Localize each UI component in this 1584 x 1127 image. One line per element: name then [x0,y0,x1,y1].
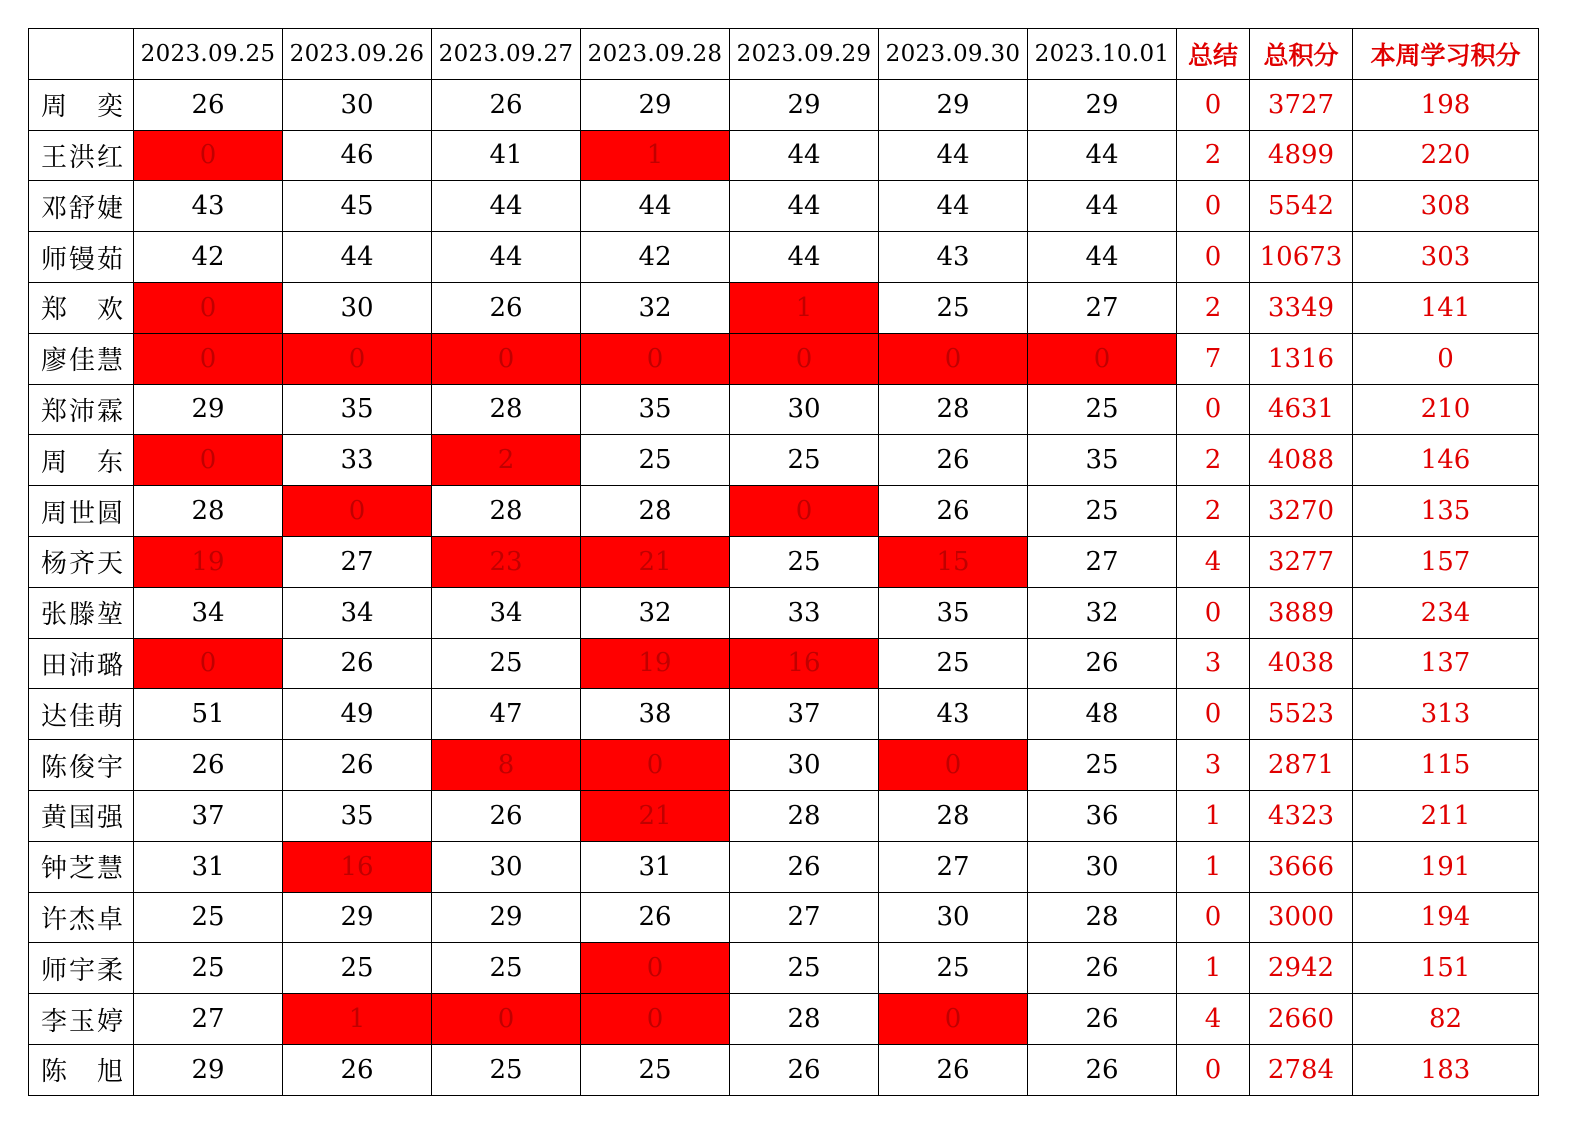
person-name: 师宇柔 [29,943,134,994]
daily-points-cell: 44 [432,181,581,232]
table-row [29,384,1539,435]
summary-cell: 2 [1177,435,1250,486]
daily-points-cell: 1 [581,130,730,181]
daily-points-cell: 0 [432,994,581,1045]
total-points-header: 总积分 [1250,29,1353,80]
total-points-cell: 4038 [1250,638,1353,689]
daily-points-cell: 0 [581,740,730,791]
person-name: 师镘茹 [29,232,134,283]
daily-points-cell: 26 [134,740,283,791]
total-points-cell: 5542 [1250,181,1353,232]
daily-points-cell: 35 [1028,435,1177,486]
total-points-cell: 3889 [1250,587,1353,638]
daily-points-cell: 0 [134,333,283,384]
date-header: 2023.09.28 [581,29,730,80]
daily-points-cell: 29 [283,892,432,943]
total-points-cell: 4323 [1250,790,1353,841]
total-points-cell: 1316 [1250,333,1353,384]
daily-points-cell: 42 [581,232,730,283]
daily-points-cell: 25 [283,943,432,994]
points-table [28,28,1539,1096]
daily-points-cell: 0 [879,994,1028,1045]
daily-points-cell: 1 [283,994,432,1045]
daily-points-cell: 19 [134,536,283,587]
daily-points-cell: 30 [283,282,432,333]
daily-points-cell: 26 [730,1044,879,1095]
daily-points-cell: 51 [134,689,283,740]
daily-points-cell: 0 [134,435,283,486]
daily-points-cell: 1 [730,282,879,333]
daily-points-cell: 25 [581,1044,730,1095]
daily-points-cell: 25 [879,943,1028,994]
daily-points-cell: 44 [730,232,879,283]
table-row [29,790,1539,841]
summary-cell: 0 [1177,181,1250,232]
daily-points-cell: 28 [730,790,879,841]
daily-points-cell: 30 [1028,841,1177,892]
total-points-cell: 3727 [1250,79,1353,130]
daily-points-cell: 44 [730,181,879,232]
weekly-points-cell: 303 [1353,232,1539,283]
daily-points-cell: 36 [1028,790,1177,841]
daily-points-cell: 26 [879,435,1028,486]
summary-cell: 2 [1177,282,1250,333]
daily-points-cell: 44 [1028,232,1177,283]
daily-points-cell: 0 [134,130,283,181]
daily-points-cell: 35 [879,587,1028,638]
daily-points-cell: 25 [581,435,730,486]
summary-header: 总结 [1177,29,1250,80]
daily-points-cell: 32 [581,587,730,638]
weekly-points-cell: 151 [1353,943,1539,994]
date-header: 2023.09.30 [879,29,1028,80]
person-name: 郑 欢 [29,282,134,333]
weekly-points-cell: 313 [1353,689,1539,740]
daily-points-cell: 0 [581,333,730,384]
daily-points-cell: 29 [134,1044,283,1095]
daily-points-cell: 26 [1028,943,1177,994]
table-row [29,181,1539,232]
total-points-cell: 4631 [1250,384,1353,435]
daily-points-cell: 43 [134,181,283,232]
total-points-cell: 5523 [1250,689,1353,740]
weekly-points-cell: 82 [1353,994,1539,1045]
summary-cell: 0 [1177,79,1250,130]
daily-points-cell: 38 [581,689,730,740]
daily-points-cell: 29 [879,79,1028,130]
daily-points-cell: 44 [1028,181,1177,232]
weekly-points-cell: 211 [1353,790,1539,841]
daily-points-cell: 28 [879,790,1028,841]
daily-points-cell: 2 [432,435,581,486]
person-name: 黄国强 [29,790,134,841]
summary-cell: 0 [1177,892,1250,943]
summary-cell: 0 [1177,1044,1250,1095]
weekly-points-cell: 194 [1353,892,1539,943]
daily-points-cell: 32 [1028,587,1177,638]
daily-points-cell: 30 [283,79,432,130]
person-name: 陈 旭 [29,1044,134,1095]
total-points-cell: 3270 [1250,486,1353,537]
daily-points-cell: 27 [1028,536,1177,587]
daily-points-cell: 0 [730,333,879,384]
daily-points-cell: 44 [283,232,432,283]
table-row [29,130,1539,181]
weekly-points-cell: 183 [1353,1044,1539,1095]
daily-points-cell: 30 [730,740,879,791]
daily-points-cell: 16 [730,638,879,689]
daily-points-cell: 25 [1028,740,1177,791]
total-points-cell: 4899 [1250,130,1353,181]
daily-points-cell: 29 [432,892,581,943]
summary-cell: 0 [1177,384,1250,435]
daily-points-cell: 26 [432,282,581,333]
table-row [29,79,1539,130]
daily-points-cell: 32 [581,282,730,333]
daily-points-cell: 21 [581,536,730,587]
daily-points-cell: 44 [581,181,730,232]
daily-points-cell: 29 [134,384,283,435]
header-row [29,29,1539,80]
daily-points-cell: 28 [730,994,879,1045]
daily-points-cell: 21 [581,790,730,841]
daily-points-cell: 26 [283,1044,432,1095]
daily-points-cell: 0 [581,994,730,1045]
total-points-cell: 10673 [1250,232,1353,283]
person-name: 王洪红 [29,130,134,181]
daily-points-cell: 29 [581,79,730,130]
daily-points-cell: 0 [879,333,1028,384]
daily-points-cell: 35 [283,790,432,841]
daily-points-cell: 25 [1028,486,1177,537]
summary-cell: 0 [1177,689,1250,740]
table-row [29,689,1539,740]
daily-points-cell: 0 [879,740,1028,791]
daily-points-cell: 25 [730,943,879,994]
daily-points-cell: 25 [730,536,879,587]
daily-points-cell: 0 [283,333,432,384]
person-name: 张滕堃 [29,587,134,638]
daily-points-cell: 25 [432,943,581,994]
person-name: 杨齐天 [29,536,134,587]
summary-cell: 1 [1177,943,1250,994]
person-name: 邓舒婕 [29,181,134,232]
total-points-cell: 2942 [1250,943,1353,994]
total-points-cell: 3277 [1250,536,1353,587]
daily-points-cell: 26 [1028,1044,1177,1095]
daily-points-cell: 25 [879,282,1028,333]
daily-points-cell: 0 [134,638,283,689]
table-row [29,435,1539,486]
daily-points-cell: 44 [879,181,1028,232]
daily-points-cell: 28 [879,384,1028,435]
daily-points-cell: 34 [432,587,581,638]
total-points-cell: 3000 [1250,892,1353,943]
daily-points-cell: 44 [1028,130,1177,181]
person-name: 周 东 [29,435,134,486]
weekly-points-cell: 141 [1353,282,1539,333]
table-row [29,232,1539,283]
person-name: 郑沛霖 [29,384,134,435]
table-row [29,740,1539,791]
daily-points-cell: 26 [283,740,432,791]
weekly-points-cell: 191 [1353,841,1539,892]
table-row [29,892,1539,943]
table-row [29,333,1539,384]
daily-points-cell: 27 [1028,282,1177,333]
daily-points-cell: 33 [283,435,432,486]
person-name: 陈俊宇 [29,740,134,791]
daily-points-cell: 48 [1028,689,1177,740]
daily-points-cell: 44 [879,130,1028,181]
daily-points-cell: 30 [879,892,1028,943]
daily-points-cell: 45 [283,181,432,232]
daily-points-cell: 28 [432,486,581,537]
table-row [29,638,1539,689]
daily-points-cell: 43 [879,232,1028,283]
summary-cell: 3 [1177,740,1250,791]
daily-points-cell: 26 [283,638,432,689]
daily-points-cell: 0 [432,333,581,384]
weekly-points-cell: 157 [1353,536,1539,587]
person-name: 钟芝慧 [29,841,134,892]
total-points-cell: 4088 [1250,435,1353,486]
weekly-points-cell: 210 [1353,384,1539,435]
daily-points-cell: 26 [1028,638,1177,689]
table-row [29,994,1539,1045]
daily-points-cell: 26 [879,1044,1028,1095]
date-header: 2023.09.25 [134,29,283,80]
weekly-points-cell: 137 [1353,638,1539,689]
daily-points-cell: 25 [730,435,879,486]
daily-points-cell: 35 [283,384,432,435]
daily-points-cell: 27 [134,994,283,1045]
table-row [29,282,1539,333]
weekly-points-cell: 308 [1353,181,1539,232]
daily-points-cell: 25 [432,1044,581,1095]
daily-points-cell: 37 [730,689,879,740]
summary-cell: 2 [1177,486,1250,537]
person-name: 田沛璐 [29,638,134,689]
weekly-points-cell: 220 [1353,130,1539,181]
summary-cell: 0 [1177,232,1250,283]
daily-points-cell: 25 [432,638,581,689]
daily-points-cell: 26 [879,486,1028,537]
daily-points-cell: 25 [879,638,1028,689]
daily-points-cell: 34 [283,587,432,638]
daily-points-cell: 41 [432,130,581,181]
weekly-points-cell: 115 [1353,740,1539,791]
daily-points-cell: 28 [1028,892,1177,943]
table-row [29,587,1539,638]
summary-cell: 0 [1177,587,1250,638]
summary-cell: 1 [1177,841,1250,892]
date-header: 2023.10.01 [1028,29,1177,80]
daily-points-cell: 23 [432,536,581,587]
weekly-points-cell: 234 [1353,587,1539,638]
daily-points-cell: 27 [283,536,432,587]
table-body [29,79,1539,1095]
person-name: 李玉婷 [29,994,134,1045]
daily-points-cell: 27 [730,892,879,943]
total-points-cell: 2660 [1250,994,1353,1045]
daily-points-cell: 31 [134,841,283,892]
daily-points-cell: 42 [134,232,283,283]
daily-points-cell: 0 [1028,333,1177,384]
total-points-cell: 2784 [1250,1044,1353,1095]
daily-points-cell: 34 [134,587,283,638]
daily-points-cell: 26 [1028,994,1177,1045]
daily-points-cell: 15 [879,536,1028,587]
daily-points-cell: 25 [134,943,283,994]
daily-points-cell: 16 [283,841,432,892]
daily-points-cell: 0 [283,486,432,537]
daily-points-cell: 31 [581,841,730,892]
daily-points-cell: 19 [581,638,730,689]
daily-points-cell: 43 [879,689,1028,740]
person-name: 许杰卓 [29,892,134,943]
daily-points-cell: 29 [1028,79,1177,130]
summary-cell: 7 [1177,333,1250,384]
daily-points-cell: 28 [134,486,283,537]
daily-points-cell: 26 [432,790,581,841]
date-header: 2023.09.27 [432,29,581,80]
daily-points-cell: 28 [432,384,581,435]
daily-points-cell: 35 [581,384,730,435]
weekly-points-cell: 146 [1353,435,1539,486]
daily-points-cell: 25 [1028,384,1177,435]
table-row [29,536,1539,587]
person-name: 周世圆 [29,486,134,537]
person-name: 周 奕 [29,79,134,130]
total-points-cell: 3349 [1250,282,1353,333]
date-header: 2023.09.29 [730,29,879,80]
total-points-cell: 3666 [1250,841,1353,892]
daily-points-cell: 28 [581,486,730,537]
table-row [29,841,1539,892]
daily-points-cell: 26 [730,841,879,892]
weekly-points-cell: 0 [1353,333,1539,384]
table-row [29,486,1539,537]
table-row [29,1044,1539,1095]
weekly-points-cell: 135 [1353,486,1539,537]
summary-cell: 1 [1177,790,1250,841]
corner-cell [29,29,134,80]
weekly-points-header: 本周学习积分 [1353,29,1539,80]
daily-points-cell: 37 [134,790,283,841]
daily-points-cell: 29 [730,79,879,130]
person-name: 廖佳慧 [29,333,134,384]
daily-points-cell: 46 [283,130,432,181]
table-row [29,943,1539,994]
daily-points-cell: 44 [432,232,581,283]
daily-points-cell: 0 [581,943,730,994]
daily-points-cell: 44 [730,130,879,181]
daily-points-cell: 30 [432,841,581,892]
summary-cell: 3 [1177,638,1250,689]
daily-points-cell: 30 [730,384,879,435]
summary-cell: 4 [1177,994,1250,1045]
daily-points-cell: 47 [432,689,581,740]
weekly-points-cell: 198 [1353,79,1539,130]
daily-points-cell: 25 [134,892,283,943]
daily-points-cell: 33 [730,587,879,638]
daily-points-cell: 26 [581,892,730,943]
daily-points-cell: 0 [134,282,283,333]
daily-points-cell: 8 [432,740,581,791]
summary-cell: 4 [1177,536,1250,587]
daily-points-cell: 27 [879,841,1028,892]
total-points-cell: 2871 [1250,740,1353,791]
daily-points-cell: 0 [730,486,879,537]
person-name: 达佳萌 [29,689,134,740]
daily-points-cell: 26 [134,79,283,130]
daily-points-cell: 49 [283,689,432,740]
date-header: 2023.09.26 [283,29,432,80]
summary-cell: 2 [1177,130,1250,181]
daily-points-cell: 26 [432,79,581,130]
